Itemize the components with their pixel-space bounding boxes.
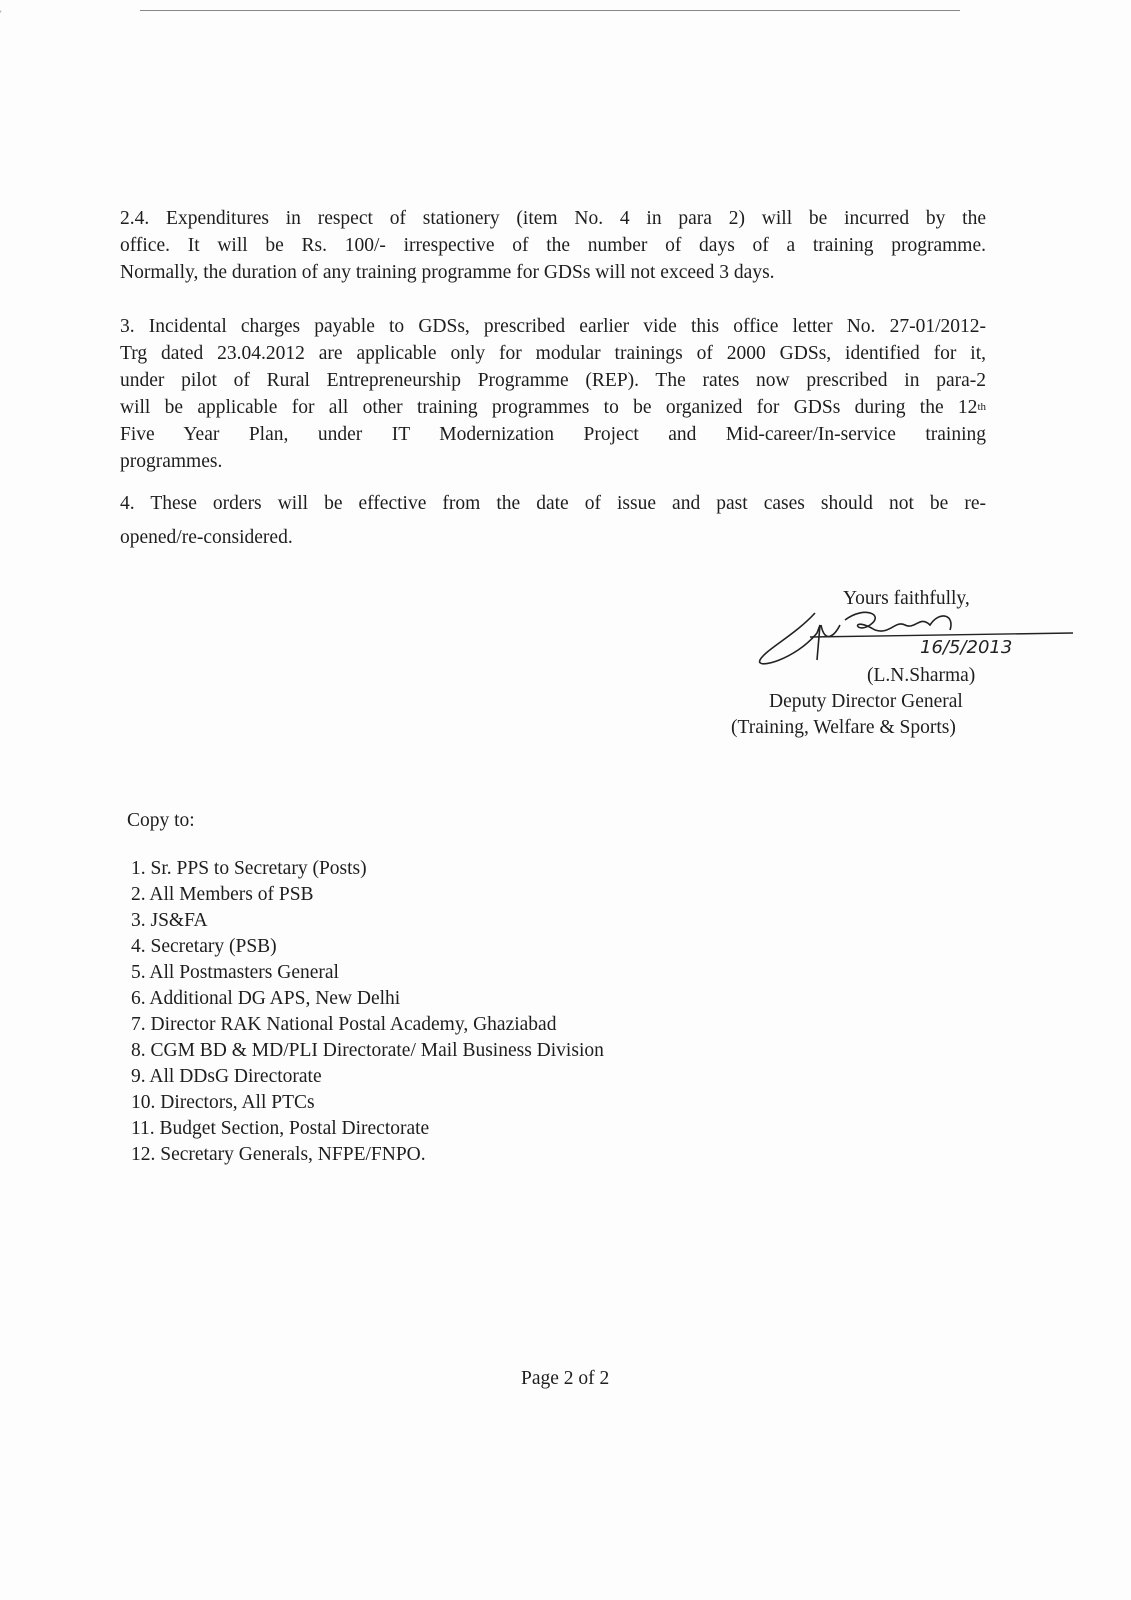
text-line: opened/re-considered. bbox=[120, 527, 293, 548]
text-line: 3. Incidental charges payable to GDSs, prescribed earlier vide this office letter No. 27-01/2012- bbox=[120, 316, 986, 337]
list-item: 10. Directors, All PTCs bbox=[131, 1092, 315, 1113]
paragraph-4 bbox=[120, 490, 986, 551]
signature-date: 16/5/2013 bbox=[920, 637, 1013, 658]
closing: Yours faithfully, bbox=[843, 588, 970, 609]
scan-fold-line bbox=[0, 10, 2, 169]
list-item: 8. CGM BD & MD/PLI Directorate/ Mail Business Division bbox=[131, 1040, 604, 1061]
scan-edge-line bbox=[140, 10, 960, 11]
list-item: 2. All Members of PSB bbox=[131, 884, 314, 905]
copy-to-list bbox=[131, 856, 604, 1168]
page-number: Page 2 of 2 bbox=[521, 1368, 610, 1389]
signatory-name: (L.N.Sharma) bbox=[867, 665, 976, 686]
list-item: 5. All Postmasters General bbox=[131, 962, 339, 983]
list-item: 11. Budget Section, Postal Directorate bbox=[131, 1118, 430, 1139]
text-line: 2.4. Expenditures in respect of stationery (item No. 4 in para 2) will be incurred by the bbox=[120, 208, 986, 229]
text-line: Normally, the duration of any training programme for GDSs will not exceed 3 days. bbox=[120, 262, 775, 283]
paragraph-2-4 bbox=[120, 205, 986, 286]
list-item: 3. JS&FA bbox=[131, 910, 208, 931]
text-line: will be applicable for all other training programmes to be organized for GDSs during the 12 bbox=[120, 397, 978, 418]
list-item: 7. Director RAK National Postal Academy, Ghaziabad bbox=[131, 1014, 557, 1035]
list-item: 1. Sr. PPS to Secretary (Posts) bbox=[131, 858, 367, 879]
text-line: Trg dated 23.04.2012 are applicable only for modular trainings of 2000 GDSs, identified for it, bbox=[120, 343, 986, 364]
text-line: office. It will be Rs. 100/- irrespective of the number of days of a training programme. bbox=[120, 235, 986, 256]
list-item: 12. Secretary Generals, NFPE/FNPO. bbox=[131, 1144, 426, 1165]
paragraph-3 bbox=[120, 313, 986, 475]
text-line: under pilot of Rural Entrepreneurship Programme (REP). The rates now prescribed in para-2 bbox=[120, 370, 986, 391]
list-item: 9. All DDsG Directorate bbox=[131, 1066, 322, 1087]
superscript: th bbox=[977, 401, 986, 413]
signatory-designation: Deputy Director General bbox=[769, 691, 963, 712]
copy-to-heading: Copy to: bbox=[127, 810, 195, 831]
text-line: Five Year Plan, under IT Modernization Project and Mid-career/In-service training bbox=[120, 424, 986, 445]
signatory-department: (Training, Welfare & Sports) bbox=[731, 717, 956, 738]
list-item: 6. Additional DG APS, New Delhi bbox=[131, 988, 401, 1009]
text-line: programmes. bbox=[120, 451, 223, 472]
list-item: 4. Secretary (PSB) bbox=[131, 936, 277, 957]
text-line: 4. These orders will be effective from the date of issue and past cases should not be re- bbox=[120, 493, 986, 514]
